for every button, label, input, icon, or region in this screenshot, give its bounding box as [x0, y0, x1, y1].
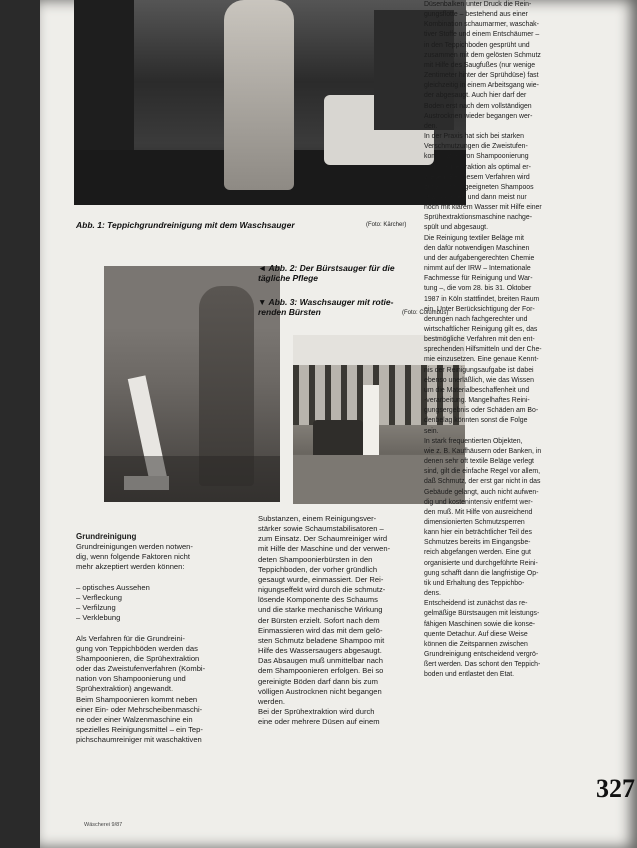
- text-line: gelmäßige Bürstsaugen mit leistungs-: [424, 610, 540, 618]
- text-line: shampooniert und dann meist nur: [424, 193, 527, 201]
- text-line: und Sprühextraktion als optimal er-: [424, 163, 531, 171]
- text-line: sprechenden Hilfsmitteln und der Che-: [424, 346, 542, 354]
- text-line: Sprühextraktionsmaschine nachge-: [424, 214, 533, 222]
- text-line: eine oder mehrere Düsen auf einem: [258, 717, 380, 727]
- figure1-caption: Abb. 1: Teppichgrundreinigung mit dem Waschsauger: [76, 220, 295, 230]
- text-line: Teppichboden, der vorher gründlich: [258, 564, 378, 574]
- text-line: gereinigte Böden darf dann bis zum: [258, 676, 378, 686]
- text-line: Schmutzes bereits im Eingangsbe-: [424, 539, 531, 547]
- text-line: und der aufgabengerechten Chemie: [424, 254, 535, 262]
- text-line: Beim Shampoonieren kommt neben: [76, 694, 198, 704]
- page-number: 327: [596, 774, 635, 803]
- list-item: – Verklebung: [76, 613, 121, 623]
- text-line: dem Shampoonieren erfolgen. Bei so: [258, 666, 384, 676]
- text-line: Kombination schaumarmer, waschak-: [424, 21, 539, 29]
- text-line: spezielles Reinigungsmittel – ein Tep-: [76, 724, 203, 734]
- text-line: nimmt auf der IRW – Internationale: [424, 265, 531, 273]
- text-line: spült und abgesaugt.: [424, 224, 488, 232]
- text-line: in den Teppichboden gesprüht und: [424, 41, 530, 49]
- text-line: denbelag könnten sonst die Folge: [424, 417, 528, 425]
- text-line: [76, 623, 262, 633]
- text-line: der Bürsten erzielt. Sofort nach dem: [258, 615, 380, 625]
- text-line: bestmögliche Verfahren mit den ent-: [424, 336, 535, 344]
- text-line: sten Schmutz beladene Shampoo mit: [258, 635, 385, 645]
- text-line: noch mit klarem Wasser mit Hilfe einer: [424, 204, 542, 212]
- text-line: deten Shampoonierbürsten in den: [258, 554, 373, 564]
- text-line: ein. Unter Berücksichtigung der For-: [424, 305, 535, 313]
- text-line: dig, wenn folgende Faktoren nicht: [76, 552, 190, 562]
- text-line: dig und kostenintensiv entfernt wer-: [424, 498, 533, 506]
- magazine-page: [40, 0, 637, 848]
- text-line: Zentimeter hinter der Sprühdüse) fast: [424, 72, 539, 80]
- footer-publication: Wäscherei 9/87: [84, 822, 123, 828]
- text-line: den muß. Mit Hilfe von ausreichend: [424, 508, 533, 516]
- text-line: Als Verfahren für die Grundreini-: [76, 633, 185, 643]
- text-line: In der Praxis hat sich bei starken: [424, 133, 524, 141]
- figure3-caption-line1: ▼ Abb. 3: Waschsauger mit rotie-: [258, 297, 394, 307]
- text-line: gleichzeitig in einem Arbeitsgang wie-: [424, 82, 539, 90]
- text-line: einer Ein- oder Mehrscheibenmaschi-: [76, 704, 203, 714]
- column-middle: [258, 514, 448, 727]
- text-line: dimensionierten Schmutzsperren: [424, 518, 525, 526]
- text-line: mit Hilfe der Maschine und der verwen-: [258, 544, 391, 554]
- text-line: Boden erst nach dem vollständigen: [424, 102, 532, 110]
- text-line: Fachmesse für Reinigung und War-: [424, 275, 533, 283]
- text-line: denen sehr oft textile Beläge verlegt: [424, 458, 534, 466]
- text-line: wiesen. Bei diesem Verfahren wird: [424, 173, 530, 181]
- text-line: oder das Zweistufenverfahren (Kombi-: [76, 664, 206, 674]
- text-line: gung schafft dann die langfristige Op-: [424, 569, 539, 577]
- text-line: boden und entlastet den Etat.: [424, 671, 515, 679]
- text-line: völligen Austrocknen nicht begangen: [258, 686, 382, 696]
- text-line: lösende Komponente des Schaums: [258, 595, 378, 605]
- text-line: -verarbeitung. Mangelhaftes Reini-: [424, 397, 530, 405]
- text-line: mehr akzeptiert werden können:: [76, 562, 185, 572]
- text-line: wirtschaftlicher Reinigung gilt es, das: [424, 326, 538, 333]
- text-line: fähigen Maschinen sowie die konse-: [424, 620, 536, 628]
- text-line: Substanzen, einem Reinigungsver-: [258, 514, 377, 523]
- text-line: 1987 in Köln stattfindet, breiten Raum: [424, 295, 540, 303]
- text-line: kombination von Shampoonierung: [424, 153, 529, 161]
- column-left: [76, 532, 262, 745]
- text-line: nigungseffekt wird durch die schmutz-: [258, 585, 386, 595]
- text-line: zunächst mit geeigneten Shampoos: [424, 183, 534, 191]
- column-right: [424, 0, 594, 680]
- text-line: gungsergebnis oder Schäden am Bo-: [424, 407, 539, 415]
- text-line: sein.: [424, 427, 439, 435]
- text-line: wie z. B. Kaufhäusern oder Banken, in: [424, 447, 542, 455]
- text-line: pichschaumreiniger mit waschaktiven: [76, 735, 202, 745]
- list-item: – Verfleckung: [76, 592, 123, 602]
- text-line: Die Reinigung textiler Beläge mit: [424, 234, 524, 242]
- text-line: organisierte und durchgeführte Reini-: [424, 559, 538, 567]
- text-line: Shampoonieren, die Sprühextraktion: [76, 653, 200, 663]
- text-line: tung –, die vom 28. bis 31. Oktober: [424, 285, 532, 293]
- text-line: Grundreinigung entscheidend vergrö-: [424, 651, 539, 658]
- figure3-credit: (Foto: Columbus): [402, 310, 449, 316]
- text-line: Gebäude gelangt, auch nicht aufwen-: [424, 488, 539, 496]
- text-line: gesaugt wurde, einmassiert. Der Rei-: [258, 574, 384, 584]
- text-line: dens.: [424, 590, 441, 598]
- text-line: Austrocknen wieder begangen wer-: [424, 112, 533, 120]
- text-line: kann hier ein beträchtlicher Teil des: [424, 529, 532, 537]
- text-line: nation von Shampoonierung und: [76, 674, 186, 684]
- text-line: daß Schmutz, der erst gar nicht in das: [424, 478, 541, 486]
- text-line: ne oder einer Walzenmaschine ein: [76, 714, 193, 724]
- text-line: Verschmutzungen die Zweistufen-: [424, 143, 528, 151]
- list-item: – Verfilzung: [76, 603, 116, 613]
- text-line: derungen nach fachgerechter und: [424, 315, 528, 323]
- text-line: gung von Teppichböden werden das: [76, 643, 198, 653]
- text-line: können die Zeitspannen zwischen: [424, 640, 528, 648]
- text-line: den.: [424, 122, 438, 130]
- photo-vacuum-woman: [104, 266, 280, 502]
- text-line: Grundreinigungen werden notwen-: [76, 542, 193, 552]
- text-line: ebenso unerläßlich, wie das Wissen: [424, 376, 534, 384]
- text-line: In stark frequentierten Objekten,: [424, 437, 523, 445]
- text-line: zum Einsatz. Der Schaumreiniger wird: [258, 534, 388, 544]
- text-line: den dafür notwendigen Maschinen: [424, 244, 530, 252]
- figure3-caption-line2: renden Bürsten: [258, 307, 321, 317]
- text-line: ßert werden. Das schont den Teppich-: [424, 661, 541, 669]
- text-line: zusammen mit dem gelösten Schmutz: [424, 51, 541, 59]
- text-line: Hilfe des Wassersaugers abgesaugt.: [258, 646, 382, 656]
- text-line: tik und Erhaltung des Teppichbo-: [424, 579, 525, 587]
- section-heading: Grundreinigung: [76, 532, 137, 541]
- text-line: mie einzusetzen. Eine genaue Kennt-: [424, 356, 539, 364]
- text-line: Sprühextraktion) angewandt.: [76, 684, 174, 694]
- text-line: Entscheidend ist zunächst das re-: [424, 600, 528, 608]
- text-line: Das Absaugen muß unmittelbar nach: [258, 656, 383, 666]
- text-line: um die Materialbeschaffenheit und: [424, 386, 530, 394]
- list-item: – optisches Aussehen: [76, 582, 150, 592]
- text-line: gungsflotte – bestehend aus einer: [424, 11, 528, 19]
- text-line: tiver Stoffe und einem Entschäumer –: [424, 31, 540, 39]
- text-line: reich abgefangen werden. Eine gut: [424, 549, 531, 557]
- text-line: und die starke mechanische Wirkung: [258, 605, 383, 615]
- text-line: stärker sowie Schaumstabilisatoren –: [258, 524, 384, 534]
- figure2-caption: ◄ Abb. 2: Der Bürstsauger für die tägliche Pflege: [258, 263, 395, 283]
- text-line: Einmassieren wird das mit dem gelö-: [258, 625, 383, 635]
- text-line: sind, gilt die einfache Regel vor allem,: [424, 468, 541, 476]
- text-line: nis der Reinigungsaufgabe ist dabei: [424, 366, 534, 374]
- text-line: Düsenbalken unter Druck die Rein-: [424, 1, 532, 8]
- text-line: [76, 573, 262, 583]
- text-line: werden.: [258, 696, 286, 706]
- figure1-credit: (Foto: Kärcher): [366, 222, 407, 228]
- text-line: mit Hilfe des Saugfußes (nur wenige: [424, 61, 536, 69]
- photo-carpet-cleaning: [74, 0, 466, 205]
- text-line: quente Detachur. Auf diese Weise: [424, 630, 528, 638]
- text-line: Bei der Sprühextraktion wird durch: [258, 706, 375, 716]
- text-line: der abgesaugt. Auch hier darf der: [424, 92, 527, 100]
